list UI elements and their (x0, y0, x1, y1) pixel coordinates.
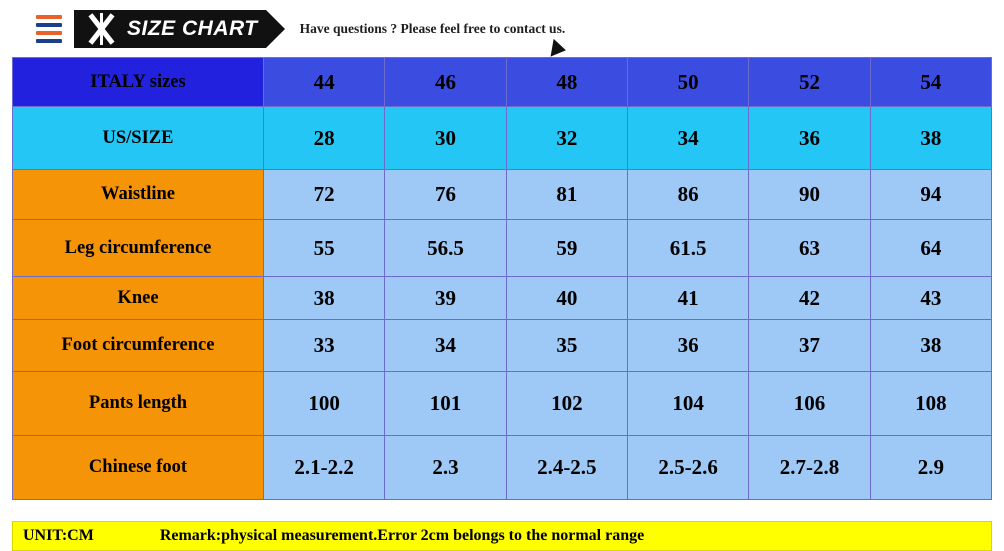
table-cell: 61.5 (627, 220, 748, 277)
table-cell: 108 (870, 372, 991, 436)
table-cell: 38 (870, 320, 991, 372)
remark-text: Remark:physical measurement.Error 2cm belongs to the normal range (159, 527, 645, 544)
row-label: US/SIZE (13, 107, 264, 170)
table-cell: 42 (749, 277, 870, 320)
hamburger-bar (36, 39, 62, 43)
size-chart-banner (74, 10, 266, 48)
table-cell: 40 (506, 277, 627, 320)
page-header (0, 0, 1004, 57)
table-cell: 2.3 (385, 436, 506, 500)
row-label: Chinese foot (13, 436, 264, 500)
table-cell: 36 (627, 320, 748, 372)
table-cell: 36 (749, 107, 870, 170)
table-cell: 52 (749, 58, 870, 107)
table-cell: 2.5-2.6 (627, 436, 748, 500)
table-cell: 41 (627, 277, 748, 320)
hamburger-bar (36, 23, 62, 27)
table-cell: 2.4-2.5 (506, 436, 627, 500)
row-label: ITALY sizes (13, 58, 264, 107)
table-cell: 37 (749, 320, 870, 372)
footer-note-bar (12, 521, 992, 551)
table-cell: 38 (870, 107, 991, 170)
table-cell: 30 (385, 107, 506, 170)
table-cell: 32 (506, 107, 627, 170)
table-row (13, 58, 992, 107)
table-cell: 86 (627, 170, 748, 220)
banner-title: SIZE CHART (127, 16, 258, 40)
hamburger-icon[interactable] (36, 15, 62, 43)
table-cell: 100 (264, 372, 385, 436)
table-cell: 2.1-2.2 (264, 436, 385, 500)
speech-bubble-tail-icon (550, 38, 567, 58)
table-row (13, 170, 992, 220)
table-cell: 81 (506, 170, 627, 220)
table-row (13, 220, 992, 277)
row-label: Knee (13, 277, 264, 320)
table-cell: 94 (870, 170, 991, 220)
table-cell: 63 (749, 220, 870, 277)
table-cell: 44 (264, 58, 385, 107)
row-label: Pants length (13, 372, 264, 436)
table-cell: 55 (264, 220, 385, 277)
unit-label: UNIT:CM (23, 527, 94, 544)
table-cell: 2.9 (870, 436, 991, 500)
table-cell: 106 (749, 372, 870, 436)
table-cell: 43 (870, 277, 991, 320)
table-cell: 101 (385, 372, 506, 436)
table-cell: 34 (385, 320, 506, 372)
table-cell: 34 (627, 107, 748, 170)
table-row (13, 436, 992, 500)
table-cell: 33 (264, 320, 385, 372)
row-label: Leg circumference (13, 220, 264, 277)
x-logo-icon (84, 12, 118, 46)
table-cell: 104 (627, 372, 748, 436)
table-cell: 46 (385, 58, 506, 107)
row-label: Waistline (13, 170, 264, 220)
table-cell: 48 (506, 58, 627, 107)
size-table-wrapper (12, 57, 992, 500)
hamburger-bar (36, 31, 62, 35)
table-cell: 102 (506, 372, 627, 436)
table-cell: 90 (749, 170, 870, 220)
row-label: Foot circumference (13, 320, 264, 372)
table-cell: 2.7-2.8 (749, 436, 870, 500)
table-cell: 39 (385, 277, 506, 320)
table-cell: 50 (627, 58, 748, 107)
table-cell: 54 (870, 58, 991, 107)
table-row (13, 277, 992, 320)
table-cell: 76 (385, 170, 506, 220)
table-cell: 56.5 (385, 220, 506, 277)
table-cell: 72 (264, 170, 385, 220)
hamburger-bar (36, 15, 62, 19)
table-row (13, 107, 992, 170)
table-row (13, 372, 992, 436)
contact-callout (300, 14, 566, 44)
table-cell: 38 (264, 277, 385, 320)
table-cell: 59 (506, 220, 627, 277)
table-row (13, 320, 992, 372)
size-table (12, 57, 992, 500)
table-cell: 35 (506, 320, 627, 372)
table-cell: 28 (264, 107, 385, 170)
table-cell: 64 (870, 220, 991, 277)
x-logo-stroke (100, 13, 103, 45)
contact-text: Have questions ? Please feel free to contact us. (299, 20, 566, 36)
